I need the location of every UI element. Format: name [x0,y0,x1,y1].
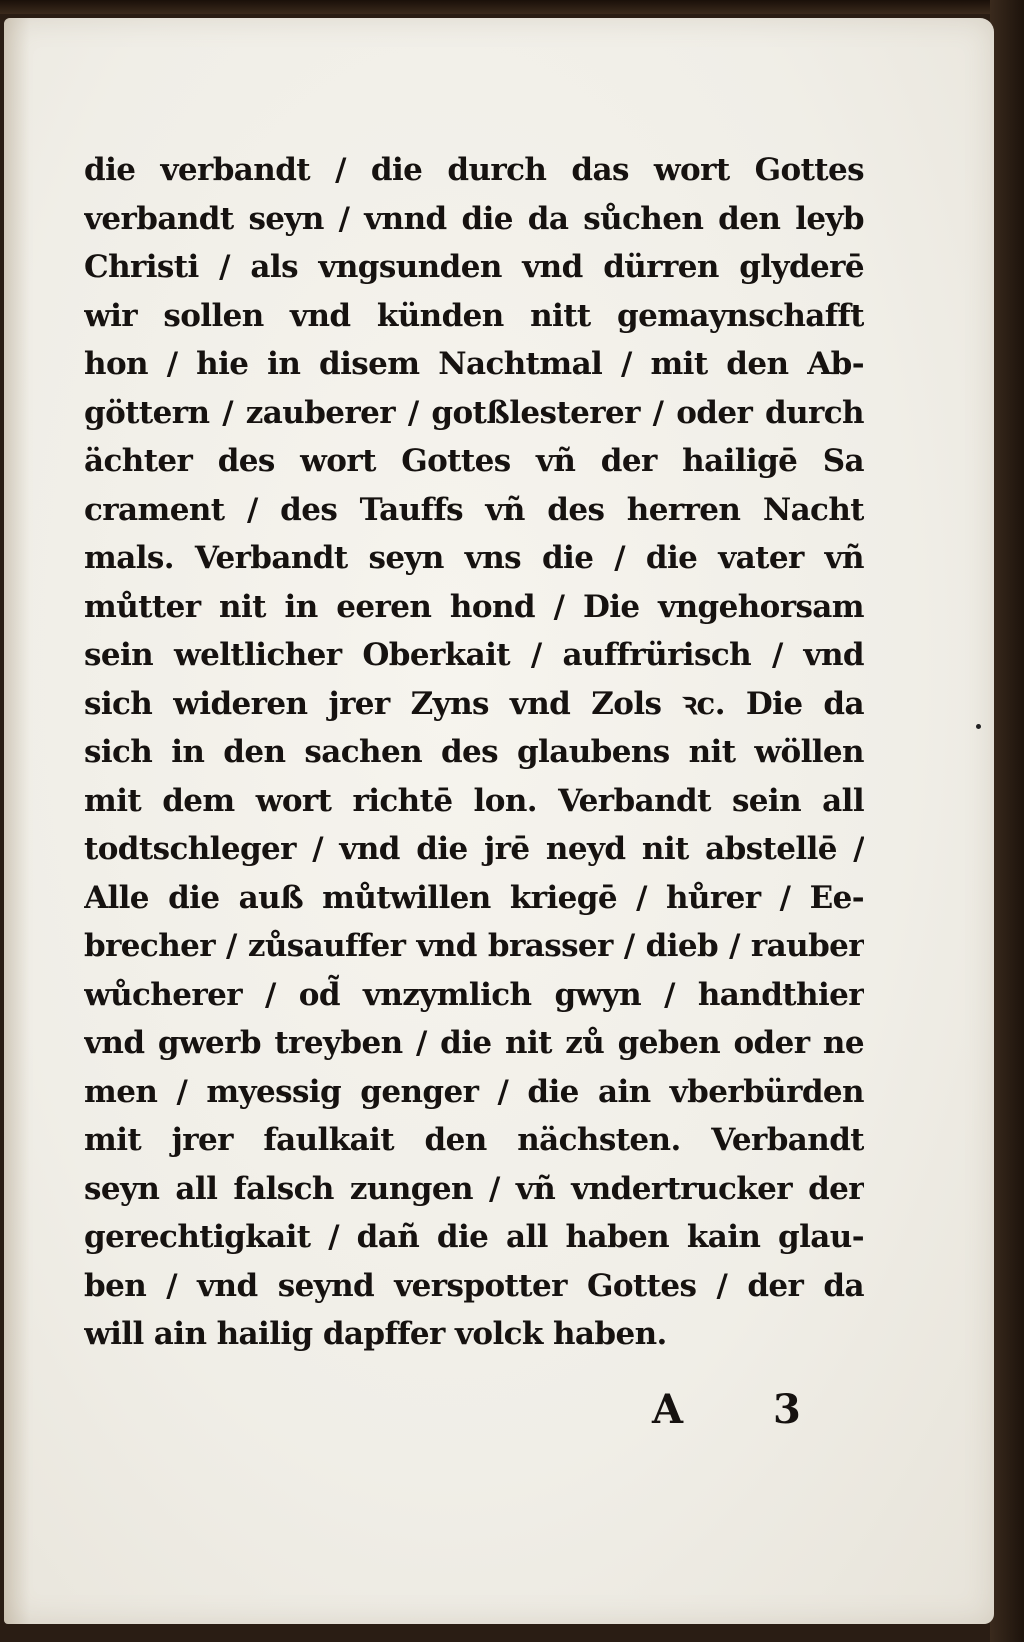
book-edge-top [0,0,1024,14]
text-line: die verbandt / die durch das wort Gottes [84,152,864,188]
text-line: mit jrer faulkait den nächsten. Verbandt [84,1122,864,1158]
text-line: seyn all falsch zungen / vñ vndertrucker der [84,1170,864,1207]
margin-dot [976,724,981,729]
text-line: Alle die auß můtwillen kriegē / hůrer / Ee- [84,879,864,916]
text-line: sich wideren jrer Zyns vnd Zols ꝛc. Die da [84,685,864,722]
text-line: wůcherer / od̃ vnzymlich gwyn / handthier [84,976,864,1013]
text-line: brecher / zůsauffer vnd brasser / dieb / rauber [84,928,864,964]
text-line: hon / hie in disem Nachtmal / mit den Ab- [84,346,864,382]
text-line: gerechtigkait / dañ die all haben kain glau- [84,1219,864,1255]
text-line: ben / vnd seynd verspotter Gottes / der da [84,1267,864,1304]
text-line: will ain hailig dapffer volck haben. [84,1316,667,1352]
book-edge-right [990,0,1024,1642]
text-line: todtschleger / vnd die jrē neyd nit abstellē / [84,831,864,867]
text-line: crament / des Tauffs vñ des herren Nacht [84,491,864,528]
text-line: men / myessig genger / die ain vberbürden [84,1073,864,1110]
text-line: Christi / als vngsunden vnd dürren glyderē [84,249,864,285]
book-page [4,18,994,1624]
text-line: göttern / zauberer / gotßlesterer / oder durch [84,394,864,431]
text-line: sein weltlicher Oberkait / auffrürisch / vnd [84,637,864,673]
page-text-block [84,146,864,1359]
text-line: vnd gwerb treyben / die nit zů geben oder ne [84,1025,864,1061]
text-line: můtter nit in eeren hond / Die vngehorsam [84,588,864,625]
signature-mark: A 3 [652,1386,839,1433]
text-line: verbandt seyn / vnnd die da sůchen den leyb [84,200,864,237]
text-line: mals. Verbandt seyn vns die / die vater vñ [84,540,864,576]
text-line: sich in den sachen des glaubens nit wöllen [84,734,864,770]
text-line: wir sollen vnd künden nitt gemaynschafft [84,297,864,334]
text-line: ächter des wort Gottes vñ der hailigē Sa [84,443,864,479]
text-line: mit dem wort richtē lon. Verbandt sein all [84,782,864,819]
